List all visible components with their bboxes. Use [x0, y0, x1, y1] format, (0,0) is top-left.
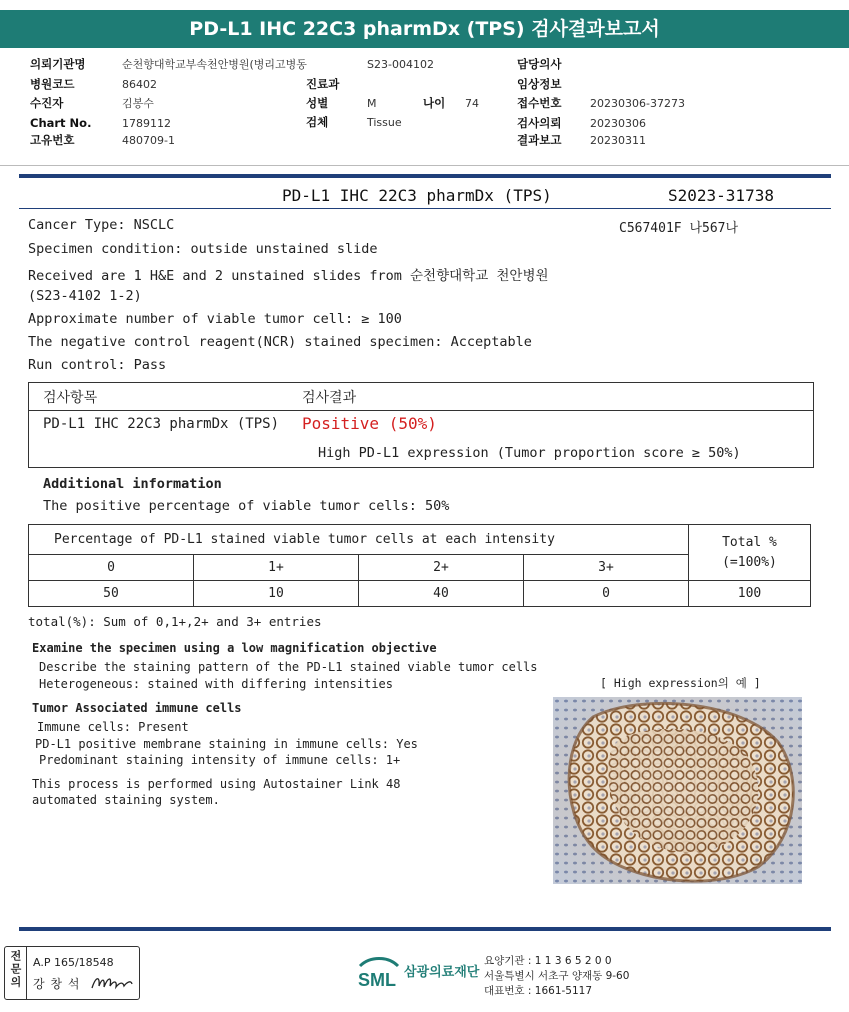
ncr-line: The negative control reagent(NCR) stained specimen: Acceptable [28, 334, 532, 350]
stamp-vertical-label: 전문의 [5, 947, 27, 999]
test-item: PD-L1 IHC 22C3 pharmDx (TPS) [43, 416, 280, 432]
signature-image [90, 972, 134, 994]
value-accession-no: 20230306-37273 [590, 97, 685, 110]
test-subtitle: PD-L1 IHC 22C3 pharmDx (TPS) [282, 186, 552, 205]
stamp-pathologist-name: 강 창 석 [33, 977, 81, 991]
total-header-line1: Total % [722, 534, 777, 550]
value-request-date: 20230306 [590, 117, 646, 130]
footer-info-2: 서울특별시 서초구 양재동 9-60 [484, 970, 630, 982]
value-hospital-code: 86402 [122, 78, 157, 91]
label-chart-no: Chart No. [30, 116, 92, 130]
label-hospital-code: 병원코드 [30, 77, 75, 91]
viable-tumor-cell-line: Approximate number of viable tumor cell: ≥ 100 [28, 311, 402, 327]
value-age: 74 [465, 97, 479, 110]
svg-text:SML: SML [358, 970, 396, 990]
label-patient: 수진자 [30, 96, 64, 110]
reference-code: C567401F 나567나 [619, 221, 739, 236]
label-department: 진료과 [306, 77, 340, 91]
intensity-level-1: 1+ [194, 555, 359, 581]
label-request-date: 검사의뢰 [517, 116, 562, 130]
stamp-ap-number: A.P 165/18548 [33, 956, 114, 969]
value-specimen: Tissue [367, 116, 402, 129]
examine-line-2: Heterogeneous: stained with differing intensities [39, 677, 394, 691]
immune-line-3: Predominant staining intensity of immune cells: 1+ [39, 753, 401, 767]
subtitle-rule [19, 208, 831, 209]
case-number: S2023-31738 [668, 186, 774, 205]
test-result-positive: Positive (50%) [302, 414, 437, 433]
footer-info-3: 대표번호 : 1661-5117 [484, 985, 593, 997]
additional-info-heading: Additional information [43, 476, 222, 492]
immune-heading: Tumor Associated immune cells [32, 701, 242, 715]
immune-line-2: PD-L1 positive membrane staining in immune cells: Yes [35, 737, 418, 751]
label-unique-id: 고유번호 [30, 133, 75, 147]
top-rule [19, 174, 831, 178]
intensity-table-header: Percentage of PD-L1 stained viable tumor cells at each intensity [29, 525, 689, 555]
label-age: 나이 [423, 96, 446, 110]
intensity-value-2: 40 [359, 581, 524, 607]
total-note: total(%): Sum of 0,1+,2+ and 3+ entries [28, 614, 322, 629]
process-line-1: This process is performed using Autostainer Link 48 [32, 777, 401, 791]
immune-line-1: Immune cells: Present [37, 720, 189, 734]
value-unique-id: 480709-1 [122, 134, 175, 147]
value-chart-no: 1789112 [122, 117, 171, 130]
value-patient: 김봉수 [122, 97, 154, 110]
value-sex: M [367, 97, 377, 110]
intensity-value-3: 0 [524, 581, 689, 607]
label-report-date: 결과보고 [517, 133, 562, 147]
total-header [689, 525, 811, 581]
run-control-line: Run control: Pass [28, 357, 167, 373]
examine-heading: Examine the specimen using a low magnification objective [32, 641, 437, 655]
sml-logo-icon [356, 956, 402, 992]
specimen-condition-line: Specimen condition: outside unstained slide [28, 241, 378, 257]
intensity-value-0: 50 [29, 581, 194, 607]
label-accession-no: 접수번호 [517, 96, 562, 110]
label-clinical-info: 임상정보 [517, 77, 562, 91]
report-title: PD-L1 IHC 22C3 pharmDx (TPS) 검사결과보고서 [0, 10, 849, 48]
value-ward-code: S23-004102 [367, 58, 434, 71]
process-line-2: automated staining system. [32, 793, 220, 807]
received-slides-line: Received are 1 H&E and 2 unstained slides from 순천향대학교 천안병원 [28, 268, 549, 284]
intensity-level-2: 2+ [359, 555, 524, 581]
bottom-rule [19, 927, 831, 931]
total-header-line2: (=100%) [722, 554, 777, 570]
examine-line-1: Describe the staining pattern of the PD-L1 stained viable tumor cells [39, 660, 538, 674]
label-sex: 성별 [306, 96, 329, 110]
label-specimen: 검체 [306, 115, 329, 129]
image-caption: [ High expression의 예 ] [600, 676, 761, 690]
result-interpretation: High PD-L1 expression (Tumor proportion score ≥ 50%) [318, 445, 741, 461]
value-report-date: 20230311 [590, 134, 646, 147]
intensity-level-3: 3+ [524, 555, 689, 581]
cancer-type-line: Cancer Type: NSCLC [28, 217, 175, 233]
intensity-value-1: 10 [194, 581, 359, 607]
intensity-level-0: 0 [29, 555, 194, 581]
org-name: 삼광의료재단 [404, 965, 480, 980]
label-attending-physician: 담당의사 [517, 57, 562, 71]
label-requesting-institution: 의뢰기관명 [30, 57, 86, 71]
slide-id-line: (S23-4102 1-2) [28, 288, 142, 304]
value-requesting-institution: 순천향대학교부속천안병원(병리고병동 [122, 58, 307, 71]
micrograph-image [553, 697, 802, 884]
col-header-item: 검사항목 [43, 390, 98, 406]
footer-info-1: 요양기관 : 1 1 3 6 5 2 0 0 [484, 955, 612, 967]
intensity-total: 100 [689, 581, 811, 607]
positive-percentage-line: The positive percentage of viable tumor cells: 50% [43, 498, 450, 514]
col-header-result: 검사결과 [302, 390, 357, 406]
intensity-table [28, 524, 811, 607]
